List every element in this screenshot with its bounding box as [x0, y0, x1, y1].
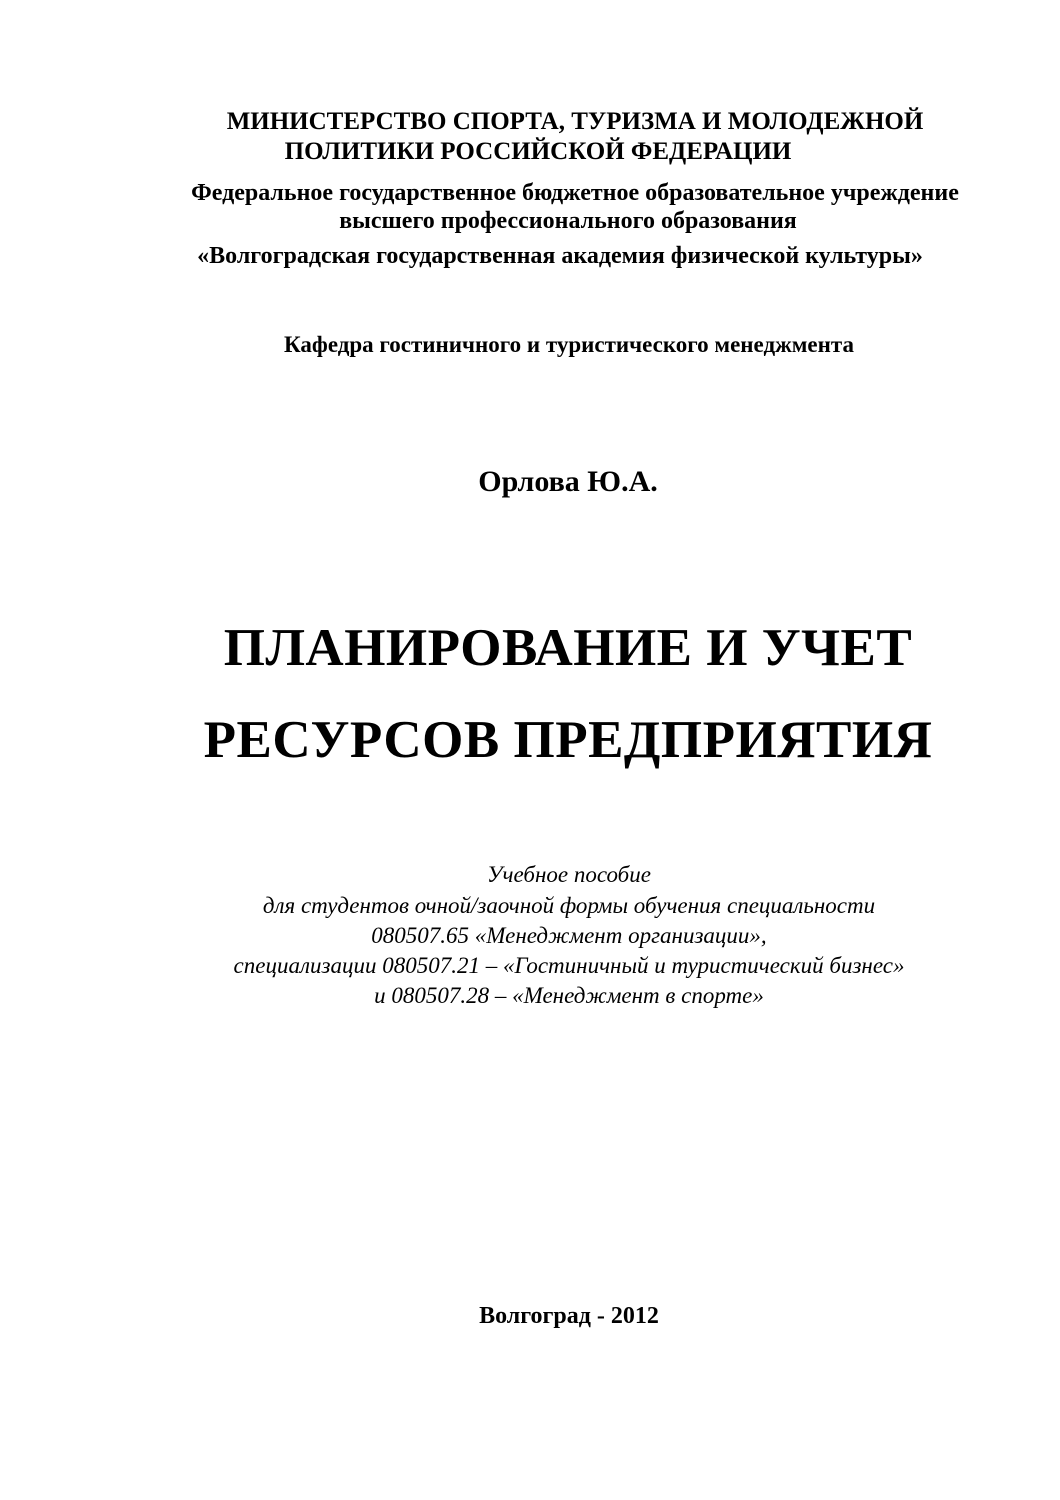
- institution-line-2: высшего профессионального образования: [339, 208, 797, 234]
- ministry-line-1: МИНИСТЕРСТВО СПОРТА, ТУРИЗМА И МОЛОДЕЖНОЙ: [226, 108, 924, 135]
- subtitle-line-1: Учебное пособие: [487, 862, 651, 887]
- book-title-line-2: РЕСУРСОВ ПРЕДПРИЯТИЯ: [203, 711, 933, 769]
- institution-line-1: Федеральное государственное бюджетное образовательное учреждение: [191, 180, 959, 206]
- ministry-line-2: ПОЛИТИКИ РОССИЙСКОЙ ФЕДЕРАЦИИ: [284, 138, 792, 165]
- city-year: Волгоград - 2012: [479, 1303, 659, 1329]
- subtitle-line-3: 080507.65 «Менеджмент организации»,: [371, 923, 767, 948]
- department-name: Кафедра гостиничного и туристического менеджмента: [284, 332, 854, 357]
- book-title-line-1: ПЛАНИРОВАНИЕ И УЧЕТ: [223, 619, 913, 677]
- subtitle-line-4: специализации 080507.21 – «Гостиничный и туристический бизнес»: [233, 953, 905, 978]
- subtitle-line-2: для студентов очной/заочной формы обучения специальности: [262, 893, 876, 918]
- author-name: Орлова Ю.А.: [478, 465, 658, 498]
- subtitle-line-5: и 080507.28 – «Менеджмент в спорте»: [374, 983, 764, 1008]
- academy-name: «Волгоградская государственная академия физической культуры»: [197, 243, 923, 269]
